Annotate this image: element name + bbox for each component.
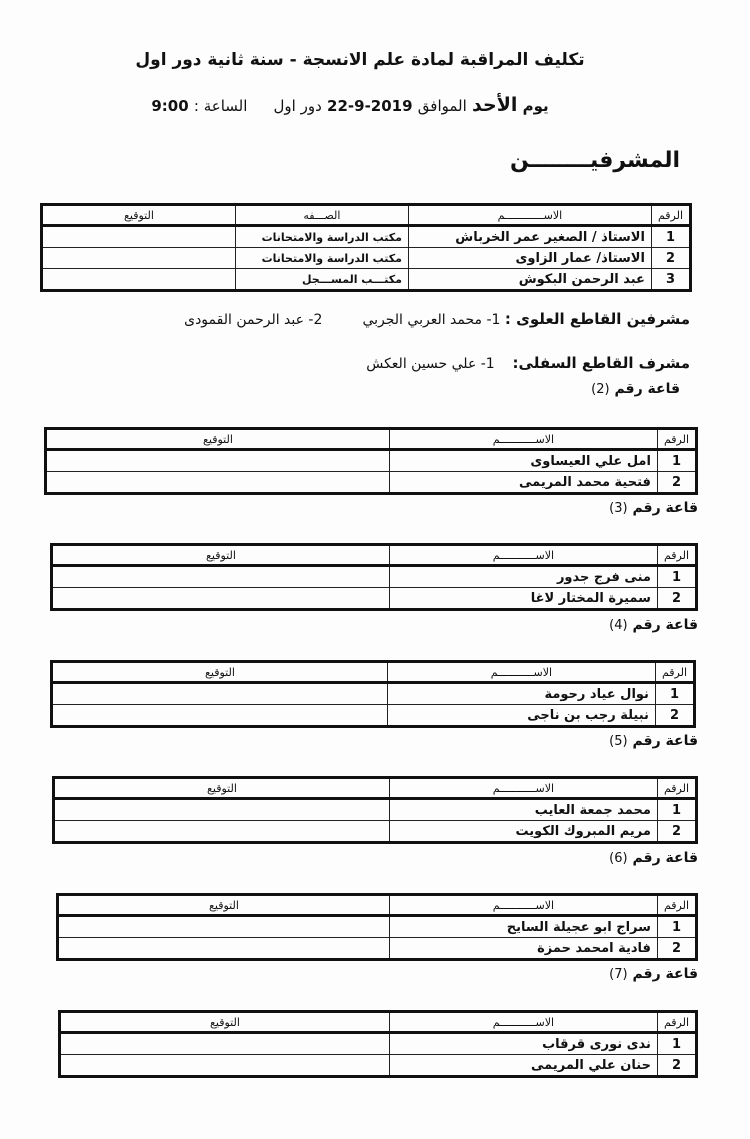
signature-cell[interactable] (46, 472, 390, 494)
header-signature: التوقيع (52, 662, 388, 683)
signature-cell[interactable] (52, 588, 390, 610)
signature-cell[interactable] (46, 450, 390, 472)
hall-number: (6) (609, 851, 628, 866)
header-signature: التوقيع (60, 1012, 390, 1033)
hall-table (44, 427, 698, 495)
row-num: 2 (657, 1055, 696, 1077)
hall-label-text: قاعة رقم (632, 733, 698, 749)
row-name: نبيلة رجب بن ناجى (387, 705, 655, 727)
row-num: 2 (655, 705, 694, 727)
row-name: امل علي العيساوى (389, 450, 657, 472)
table-row (58, 938, 697, 960)
table-row (52, 566, 697, 588)
row-name: محمد جمعة العايب (389, 799, 657, 821)
header-num: الرقم (655, 662, 694, 683)
signature-cell[interactable] (52, 566, 390, 588)
header-name: الاســـــــــــم (389, 429, 657, 450)
header-signature: التوقيع (46, 429, 390, 450)
table-header-row (60, 1012, 697, 1033)
row-name: فتحية محمد المريمى (389, 472, 657, 494)
upper-supervisor-1: 1- محمد العربي الجربي (362, 312, 501, 328)
header-num: الرقم (657, 545, 696, 566)
table-row (42, 248, 691, 269)
table-row (58, 916, 697, 938)
row-name: الاستاذ/ عمار الزاوى (408, 248, 651, 269)
header-name: الاســـــــــــم (389, 895, 657, 916)
supervisors-table (40, 203, 692, 292)
date-label: الموافق (417, 97, 467, 115)
hall-label (609, 966, 698, 982)
exam-time: 9:00 (151, 97, 189, 115)
table-header-row (52, 662, 695, 683)
hall-label-text: قاعة رقم (614, 381, 680, 397)
supervisors-heading: المشرفيــــــــن (510, 148, 680, 173)
header-name: الاســـــــــــم (389, 778, 657, 799)
table-row (52, 705, 695, 727)
row-num: 2 (651, 248, 690, 269)
signature-cell[interactable] (54, 799, 390, 821)
row-num: 1 (657, 450, 696, 472)
row-name: حنان علي المريمى (389, 1055, 657, 1077)
day-name: الأحد (472, 94, 518, 116)
signature-cell[interactable] (42, 269, 236, 291)
table-row (46, 450, 697, 472)
hall-label-text: قاعة رقم (632, 617, 698, 633)
row-name: نوال عياد رحومة (387, 683, 655, 705)
hall-label (591, 381, 680, 397)
table-header-row (42, 205, 691, 226)
header-signature: التوقيع (54, 778, 390, 799)
header-role: الصـــفه (235, 205, 408, 226)
signature-cell[interactable] (58, 938, 390, 960)
table-row (46, 472, 697, 494)
row-name: مريم المبروك الكويت (389, 821, 657, 843)
hall-label-text: قاعة رقم (632, 500, 698, 516)
hall-table (58, 1010, 698, 1078)
table-header-row (58, 895, 697, 916)
signature-cell[interactable] (60, 1033, 390, 1055)
hall-label (609, 733, 698, 749)
table-row (42, 269, 691, 291)
hall-number: (3) (609, 501, 628, 516)
signature-cell[interactable] (54, 821, 390, 843)
table-row (54, 799, 697, 821)
row-num: 2 (657, 938, 696, 960)
hall-label (609, 850, 698, 866)
table-row (60, 1033, 697, 1055)
table-header-row (52, 545, 697, 566)
table-header-row (54, 778, 697, 799)
header-name: الاســـــــــــم (387, 662, 655, 683)
header-signature: التوقيع (58, 895, 390, 916)
hall-label (609, 500, 698, 516)
upper-section-label: مشرفين القاطع العلوى : (504, 310, 690, 328)
row-num: 1 (655, 683, 694, 705)
header-num: الرقم (657, 778, 696, 799)
signature-cell[interactable] (42, 248, 236, 269)
header-num: الرقم (657, 1012, 696, 1033)
row-name: ندى نورى قرقاب (389, 1033, 657, 1055)
hall-label-text: قاعة رقم (632, 850, 698, 866)
row-num: 1 (657, 916, 696, 938)
row-name: سميرة المختار لاغا (389, 588, 657, 610)
row-num: 1 (651, 226, 690, 248)
header-signature: التوقيع (42, 205, 236, 226)
signature-cell[interactable] (42, 226, 236, 248)
row-name: فادية امحمد حمزة (389, 938, 657, 960)
day-prefix: يوم (522, 97, 549, 115)
row-num: 2 (657, 472, 696, 494)
hall-number: (7) (609, 967, 628, 982)
row-num: 1 (657, 799, 696, 821)
row-name: عبد الرحمن البكوش (408, 269, 651, 291)
row-name: الاستاذ / الصغير عمر الخرباش (408, 226, 651, 248)
header-name: الاســــــــــــم (408, 205, 651, 226)
exam-round: دور اول (273, 97, 322, 115)
lower-section-label: مشرف القاطع السفلى: (512, 354, 690, 372)
exam-date-line (120, 94, 580, 116)
row-num: 2 (657, 821, 696, 843)
header-signature: التوقيع (52, 545, 390, 566)
lower-section-supervisors (366, 354, 690, 372)
hall-number: (4) (609, 618, 628, 633)
hall-table (56, 893, 698, 961)
row-num: 1 (657, 566, 696, 588)
table-row (60, 1055, 697, 1077)
hall-table (50, 660, 696, 728)
header-num: الرقم (651, 205, 690, 226)
table-row (42, 226, 691, 248)
row-name: منى فرج جدور (389, 566, 657, 588)
lower-supervisor-1: 1- علي حسين العكش (366, 356, 495, 372)
row-num: 1 (657, 1033, 696, 1055)
signature-cell[interactable] (52, 705, 388, 727)
hall-table (50, 543, 698, 611)
hall-table (52, 776, 698, 844)
row-role: مكتـــب المســـجل (235, 269, 408, 291)
signature-cell[interactable] (52, 683, 388, 705)
header-name: الاســـــــــــم (389, 545, 657, 566)
header-num: الرقم (657, 429, 696, 450)
document-title: تكليف المراقبة لمادة علم الانسجة - سنة ثانية دور اول (135, 50, 585, 70)
table-row (52, 588, 697, 610)
row-num: 2 (657, 588, 696, 610)
header-num: الرقم (657, 895, 696, 916)
row-num: 3 (651, 269, 690, 291)
row-name: سراج ابو عجيلة السايح (389, 916, 657, 938)
table-header-row (46, 429, 697, 450)
row-role: مكتب الدراسة والامتحانات (235, 248, 408, 269)
hall-number: (2) (591, 382, 610, 397)
signature-cell[interactable] (58, 916, 390, 938)
hall-label-text: قاعة رقم (632, 966, 698, 982)
time-label: الساعة : (193, 97, 248, 115)
exam-date: 2019-9-22 (327, 97, 413, 115)
table-row (52, 683, 695, 705)
row-role: مكتب الدراسة والامتحانات (235, 226, 408, 248)
upper-supervisor-2: 2- عبد الرحمن القمودى (184, 312, 323, 328)
hall-number: (5) (609, 734, 628, 749)
signature-cell[interactable] (60, 1055, 390, 1077)
table-row (54, 821, 697, 843)
hall-label (609, 617, 698, 633)
upper-section-supervisors (184, 310, 690, 328)
header-name: الاســـــــــــم (389, 1012, 657, 1033)
